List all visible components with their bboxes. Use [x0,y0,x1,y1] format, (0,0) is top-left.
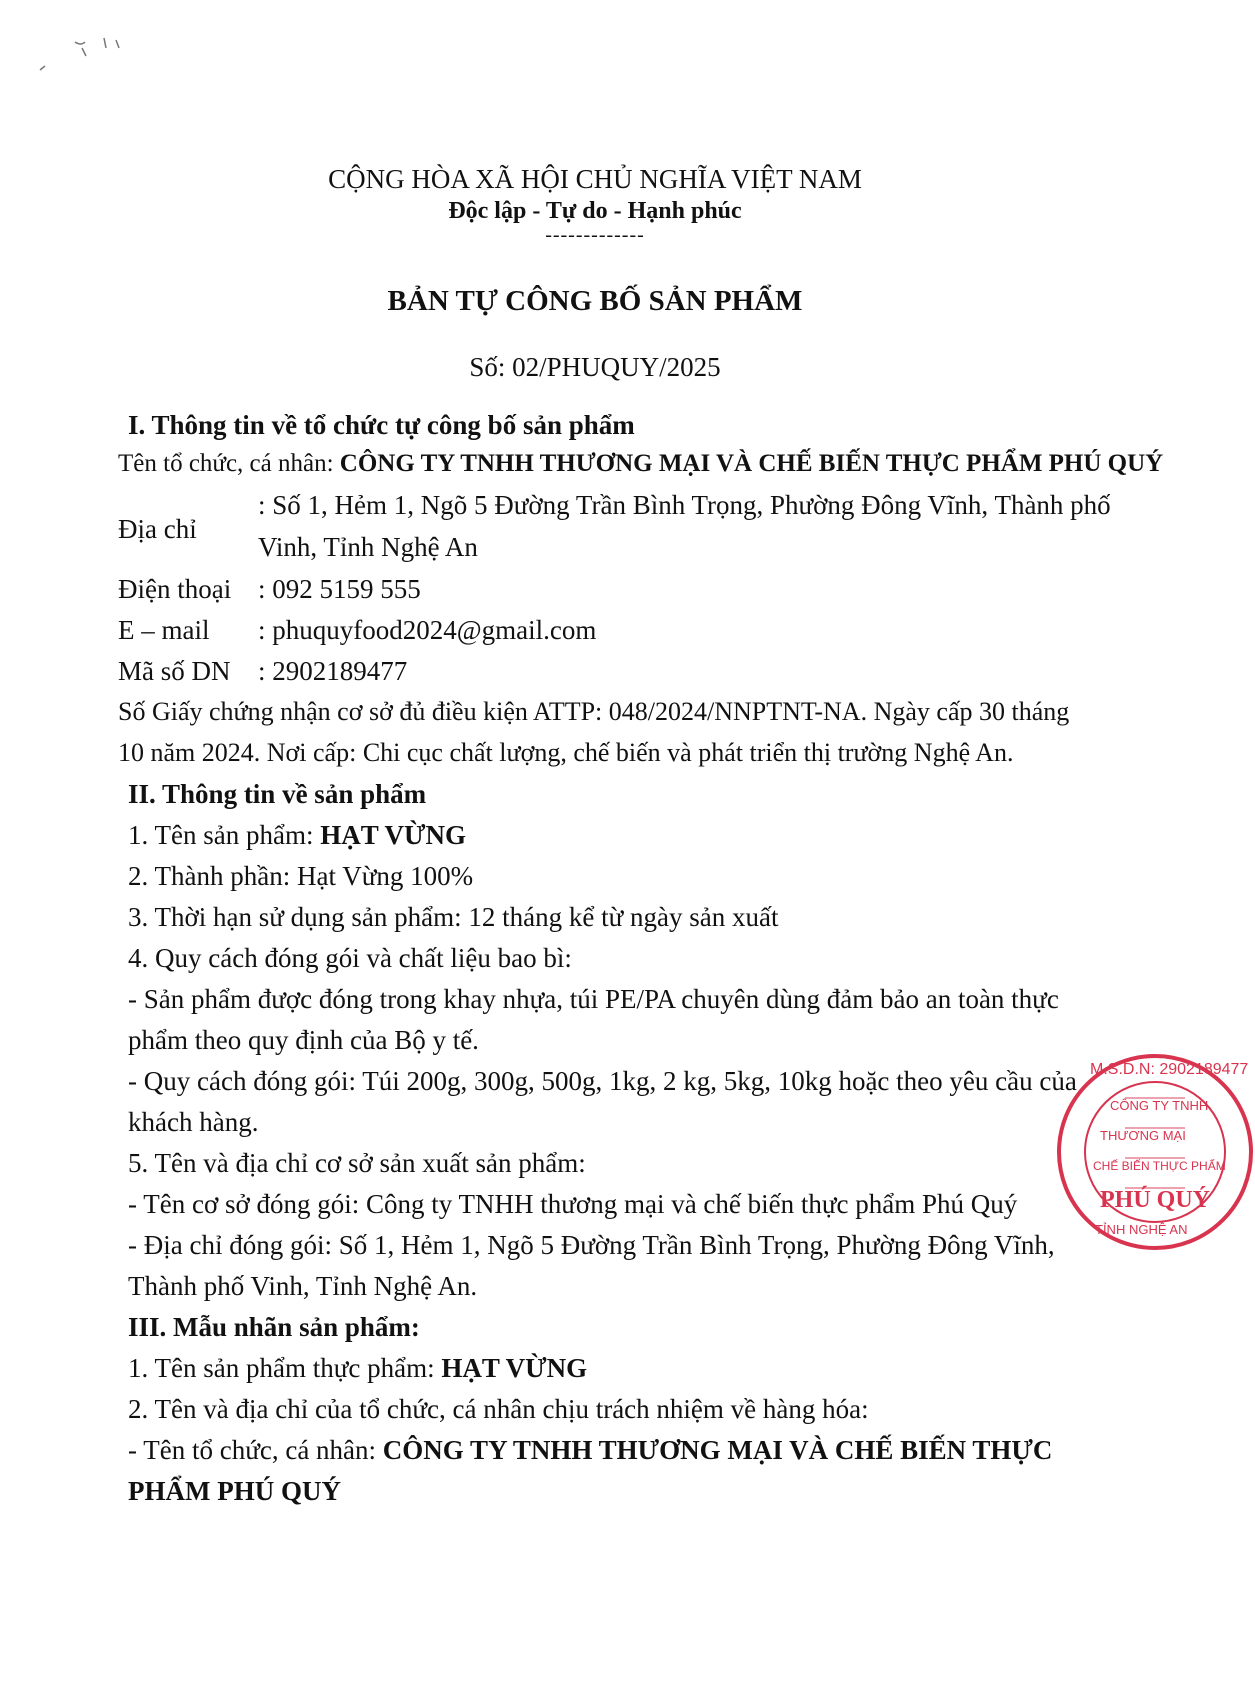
packaging-material-line2: phẩm theo quy định của Bộ y tế. [128,1025,479,1055]
product-name-row [128,820,466,851]
phone-value: : 092 5159 555 [258,574,421,604]
svg-text:PHÚ QUÝ: PHÚ QUÝ [1100,1187,1210,1213]
email-label: E – mail [118,615,210,645]
document-number: Số: 02/PHUQUY/2025 [469,352,721,382]
packaging-spec-line2: khách hàng. [128,1107,259,1137]
product-name-value: HẠT VỪNG [320,820,466,850]
ingredients: 2. Thành phần: Hạt Vừng 100% [128,861,474,891]
scribble-mark [20,30,130,80]
product-name-label: 1. Tên sản phẩm: [128,820,321,850]
packaging-spec-line1: - Quy cách đóng gói: Túi 200g, 300g, 500g, 1kg, 2 kg, 5kg, 10kg hoặc theo yêu cầu của [128,1066,1077,1096]
svg-text:CÔNG TY TNHH: CÔNG TY TNHH [1110,1098,1209,1113]
responsible-org-value2: PHẨM PHÚ QUÝ [128,1476,341,1506]
section3-heading: III. Mẫu nhãn sản phẩm: [128,1312,420,1342]
document-title: BẢN TỰ CÔNG BỐ SẢN PHẨM [387,285,803,317]
producer-name: - Tên cơ sở đóng gói: Công ty TNHH thương mại và chế biến thực phẩm Phú Quý [128,1189,1018,1219]
producer-address-line1: - Địa chỉ đóng gói: Số 1, Hẻm 1, Ngõ 5 Đường Trần Bình Trọng, Phường Đông Vĩnh, [128,1230,1055,1260]
address-line1: : Số 1, Hẻm 1, Ngõ 5 Đường Trần Bình Trọng, Phường Đông Vĩnh, Thành phố [258,490,1111,520]
packaging-heading: 4. Quy cách đóng gói và chất liệu bao bì: [128,943,572,973]
responsible-heading: 2. Tên và địa chỉ của tổ chức, cá nhân chịu trách nhiệm về hàng hóa: [128,1394,869,1424]
section1-heading: I. Thông tin về tổ chức tự công bố sản phẩm [128,410,635,440]
section2-heading: II. Thông tin về sản phẩm [128,779,427,809]
phone-label: Điện thoại [118,574,232,604]
producer-heading: 5. Tên và địa chỉ cơ sở sản xuất sản phẩm: [128,1148,586,1178]
address-line2: Vinh, Tỉnh Nghệ An [258,532,478,562]
tax-value: : 2902189477 [258,656,408,686]
producer-address-line2: Thành phố Vinh, Tỉnh Nghệ An. [128,1271,478,1301]
divider: ------------- [545,224,645,246]
svg-text:TỈNH NGHỆ AN: TỈNH NGHỆ AN [1095,1222,1188,1237]
email-value: : phuquyfood2024@gmail.com [258,615,597,645]
svg-text:CHẾ BIẾN THỰC PHẨM: CHẾ BIẾN THỰC PHẨM [1093,1159,1226,1173]
svg-text:M.S.D.N: 2902189477: M.S.D.N: 2902189477 [1090,1061,1249,1078]
org-name: CÔNG TY TNHH THƯƠNG MẠI VÀ CHẾ BIẾN THỰC PHẨM PHÚ QUÝ [339,450,1164,477]
responsible-org-row [128,1435,1052,1466]
address-label: Địa chỉ [118,514,197,544]
shelf-life: 3. Thời hạn sử dụng sản phẩm: 12 tháng kể từ ngày sản xuất [128,902,779,932]
cert-line2: 10 năm 2024. Nơi cấp: Chi cục chất lượng, chế biến và phát triển thị trường Nghệ An. [118,738,1014,767]
cert-line1: Số Giấy chứng nhận cơ sở đủ điều kiện ATTP: 048/2024/NNPTNT-NA. Ngày cấp 30 tháng [118,697,1070,726]
tax-label: Mã số DN [118,656,231,686]
org-label: Tên tổ chức, cá nhân: [118,450,340,477]
motto: Độc lập - Tự do - Hạnh phúc [448,198,742,224]
label-product-label: 1. Tên sản phẩm thực phẩm: [128,1353,442,1383]
label-product-value: HẠT VỪNG [441,1353,588,1383]
label-product-row [128,1353,587,1384]
nation-heading: CỘNG HÒA XÃ HỘI CHỦ NGHĨA VIỆT NAM [328,164,862,194]
org-row [118,450,1163,478]
svg-text:THƯƠNG MẠI: THƯƠNG MẠI [1100,1128,1186,1143]
responsible-org-value1: CÔNG TY TNHH THƯƠNG MẠI VÀ CHẾ BIẾN THỰC [382,1435,1053,1465]
responsible-org-label: - Tên tổ chức, cá nhân: [128,1435,383,1465]
packaging-material-line1: - Sản phẩm được đóng trong khay nhựa, túi PE/PA chuyên dùng đảm bảo an toàn thực [128,984,1059,1014]
company-seal [1055,1052,1255,1252]
